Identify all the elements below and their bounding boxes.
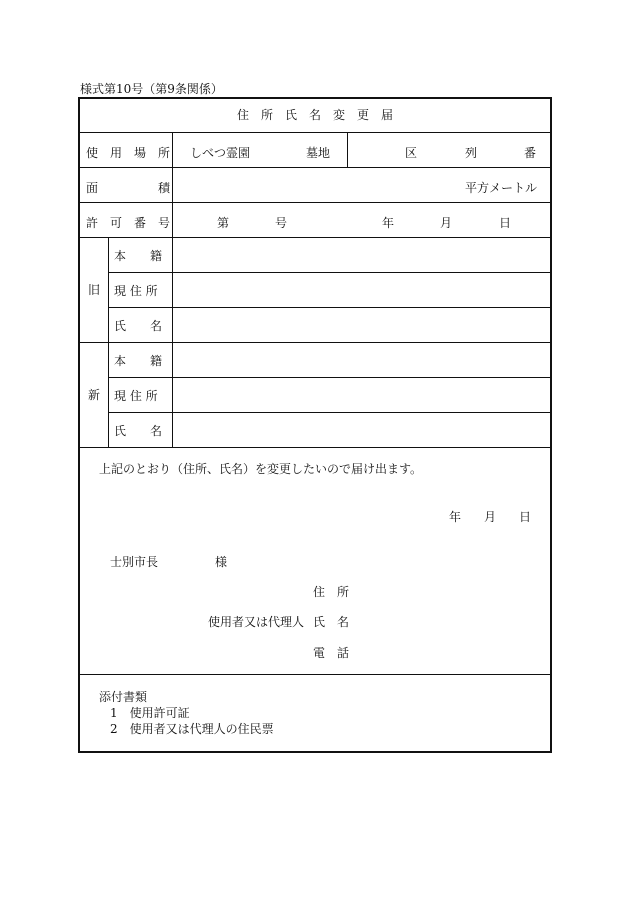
addressee-sama: 様 [215,555,228,569]
permit-month: 月 [440,216,453,230]
attachments-heading: 添付書類 [99,690,148,704]
old-group-label: 旧 [88,283,101,297]
new-name-label: 氏 名 [114,424,163,438]
usage-place-label: 使 用 場 所 [86,146,171,160]
new-group-label: 新 [88,388,101,402]
rule-old-1 [108,272,552,273]
rule-title [78,132,552,133]
applicant-address-label: 住 所 [313,585,350,599]
rule-usage-split [347,132,348,167]
rule-usage [78,167,552,168]
applicant-name-label: 氏 名 [313,615,350,629]
ban-label: 番 [524,146,537,160]
rule-permit [78,237,552,238]
form-title: 住 所 氏 名 変 更 届 [236,108,393,122]
new-honseki-label: 本 籍 [114,354,163,368]
permit-day: 日 [499,216,512,230]
attachment-item: 1 使用許可証 [110,706,190,720]
date-year: 年 [449,510,462,524]
rule-old-2 [108,307,552,308]
rule-label-column [172,132,173,447]
permit-dai: 第 [217,216,230,230]
rule-area [78,202,552,203]
rule-old-end [78,342,552,343]
permit-year: 年 [382,216,395,230]
old-name-label: 氏 名 [114,319,163,333]
old-address-label: 現 住 所 [114,284,158,298]
applicant-role: 使用者又は代理人 [208,615,305,629]
rule-new-end [78,447,552,448]
addressee-mayor: 士別市長 [110,555,159,569]
ku-label: 区 [405,146,418,160]
retsu-label: 列 [465,146,478,160]
new-address-label: 現 住 所 [114,389,158,403]
date-day: 日 [519,510,532,524]
statement-text: 上記のとおり（住所、氏名）を変更したいので届け出ます。 [99,462,423,476]
area-unit: 平方メートル [465,181,538,195]
grave-label: 墓地 [306,146,331,160]
old-honseki-label: 本 籍 [114,249,163,263]
attachment-item: 2 使用者又は代理人の住民票 [110,722,274,736]
date-month: 月 [484,510,497,524]
rule-new-1 [108,377,552,378]
rule-attachments [78,674,552,675]
area-label: 面 積 [86,181,171,195]
permit-go: 号 [275,216,288,230]
permit-label: 許 可 番 号 [86,216,171,230]
cemetery-name: しべつ霊園 [190,146,251,160]
rule-group-column [108,237,109,447]
form-number: 様式第10号（第9条関係） [80,82,223,96]
rule-new-2 [108,412,552,413]
applicant-phone-label: 電 話 [313,646,350,660]
